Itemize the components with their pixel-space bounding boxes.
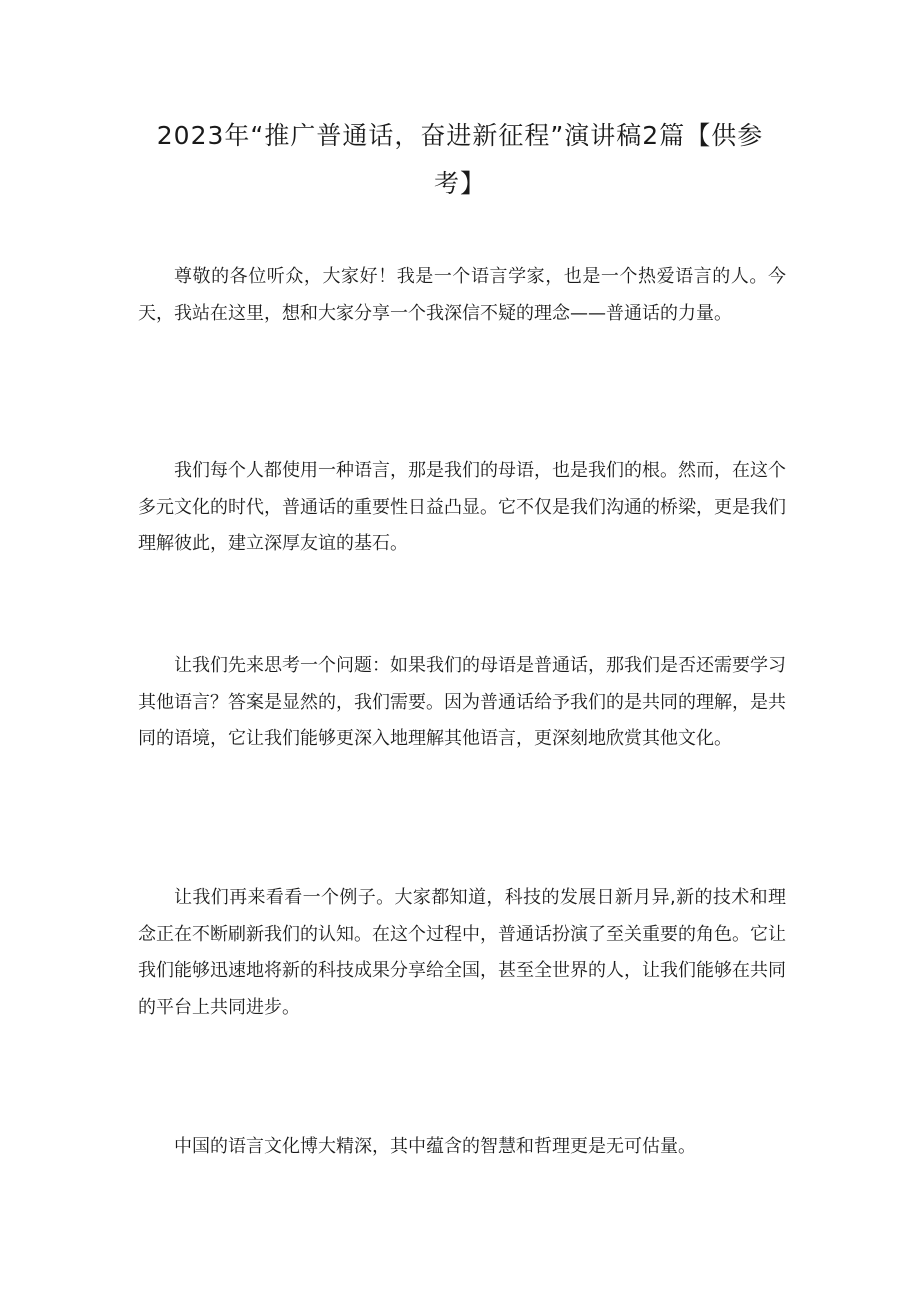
paragraph-3: 让我们先来思考一个问题：如果我们的母语是普通话，那我们是否还需要学习其他语言？答案是显然的，我们需要。因为普通话给予我们的是共同的理解，是共同的语境，它让我们能够更深入地理解其他语言，更深刻地欣赏其他文化。	[138, 655, 786, 749]
paragraph-4: 让我们再来看看一个例子。大家都知道，科技的发展日新月异,新的技术和理念正在不断刷新我们的认知。在这个过程中，普通话扮演了至关重要的角色。它让我们能够迅速地将新的科技成果分享给全国，甚至全世界的人，让我们能够在共同的平台上共同进步。	[138, 887, 786, 1018]
paragraph-5: 中国的语言文化博大精深，其中蕴含的智慧和哲理更是无可估量。	[174, 1136, 696, 1157]
paragraph-2: 我们每个人都使用一种语言，那是我们的母语，也是我们的根。然而，在这个多元文化的时代，普通话的重要性日益凸显。它不仅是我们沟通的桥梁，更是我们理解彼此，建立深厚友谊的基石。	[138, 460, 786, 554]
document-title: 2023年“推广普通话，奋进新征程”演讲稿2篇【供参考】	[156, 121, 764, 198]
paragraph-1: 尊敬的各位听众，大家好！我是一个语言学家，也是一个热爱语言的人。今天，我站在这里，想和大家分享一个我深信不疑的理念——普通话的力量。	[138, 266, 786, 324]
